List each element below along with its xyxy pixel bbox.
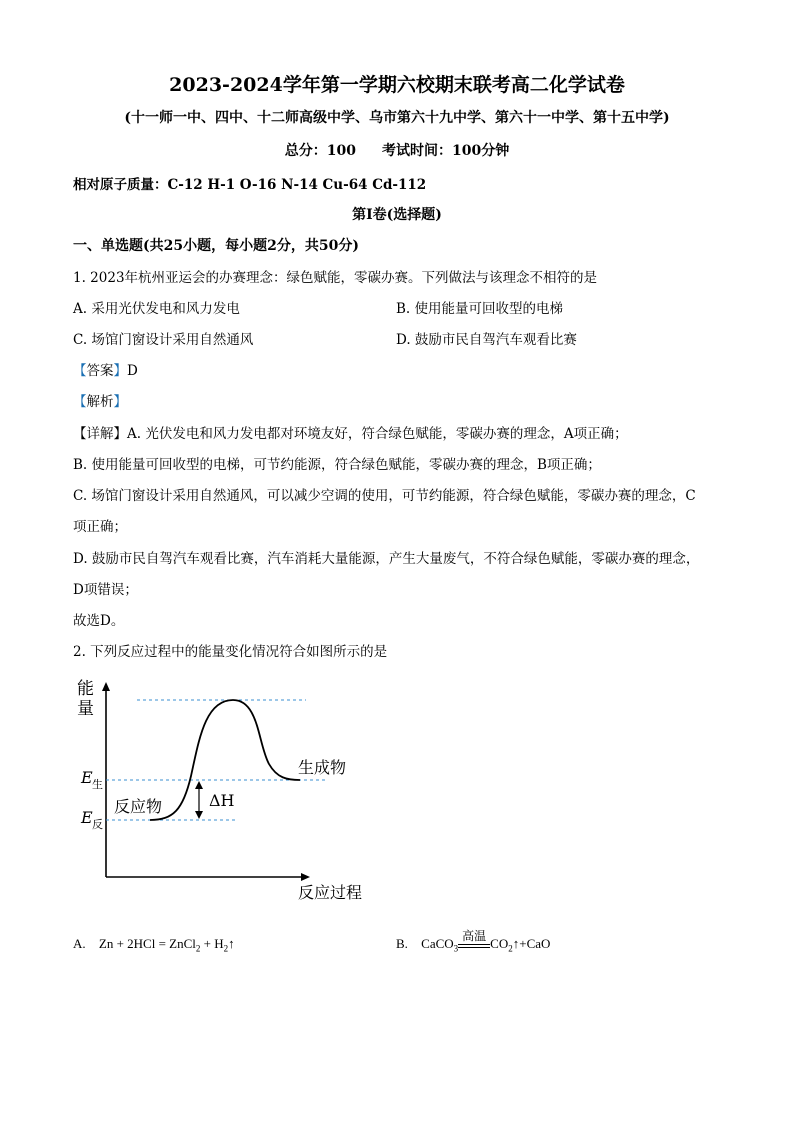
detail-label: 详解: [86, 426, 114, 442]
exam-time: 考试时间：100分钟: [382, 143, 510, 159]
atomic-masses: 相对原子质量：C-12 H-1 O-16 N-14 Cu-64 Cd-112: [73, 177, 427, 193]
q1-option-a: A. 采用光伏发电和风力发电: [73, 301, 240, 317]
answer-label: 答案: [86, 363, 114, 379]
q1-detail-d-cont: D项错误；: [73, 582, 138, 598]
q1-detail-c-cont: 项正确；: [73, 519, 127, 535]
option-b-condition-arrow: [458, 929, 490, 948]
option-b-rest: ↑+CaO: [512, 936, 551, 951]
reactants-label: 反应物: [114, 797, 163, 816]
option-a-lhs: Zn + 2HCl = ZnCl: [98, 936, 196, 951]
x-axis-label: 反应过程: [298, 883, 363, 902]
q1-answer: 【答案】D: [73, 363, 138, 379]
option-b-product1-sub: 2: [508, 943, 513, 954]
q1-conclusion: 故选D。: [73, 613, 125, 629]
q2-option-a: [73, 936, 235, 954]
option-b-condition: 高温: [462, 929, 487, 943]
analysis-label: 解析: [86, 394, 114, 410]
q1-analysis-tag: 【解析】: [73, 394, 127, 410]
delta-h-label: ΔH: [209, 791, 235, 810]
products-label: 生成物: [298, 758, 347, 777]
q1-stem: 1. 2023年杭州亚运会的办赛理念：绿色赋能，零碳办赛。下列做法与该理念不相符的是: [73, 270, 598, 286]
q2-stem: 2. 下列反应过程中的能量变化情况符合如图所示的是: [73, 644, 388, 660]
e-products-subscript: 生: [92, 778, 103, 791]
q1-detail-line-1: 【详解】A. 光伏发电和风力发电都对环境友好，符合绿色赋能，零碳办赛的理念，A项正确；: [73, 426, 628, 442]
option-b-product1: CO: [490, 936, 509, 951]
delta-h-arrowhead-up: [195, 781, 203, 789]
delta-h-arrowhead-down: [195, 811, 203, 819]
option-b-reactant: CaCO: [421, 936, 454, 951]
q2-option-b: [396, 929, 551, 954]
section-heading: 一、单选题(共25小题，每小题2分，共50分): [73, 238, 359, 254]
option-a-sub1: 2: [195, 943, 201, 954]
option-b-label: B.: [396, 936, 408, 951]
answer-value: D: [127, 363, 138, 379]
q1-detail-c: C. 场馆门窗设计采用自然通风，可以减少空调的使用，可节约能源，符合绿色赋能，零碳办赛的理念，C: [73, 488, 696, 504]
y-axis-label-1: 能: [77, 679, 94, 699]
score-time-line: [0, 140, 794, 160]
q1-detail-d: D. 鼓励市民自驾汽车观看比赛，汽车消耗大量能源，产生大量废气，不符合绿色赋能，零碳办赛的理念，: [73, 551, 700, 567]
q1-detail-b: B. 使用能量可回收型的电梯，可节约能源，符合绿色赋能，零碳办赛的理念，B项正确；: [73, 457, 601, 473]
volume-heading: 第Ⅰ卷(选择题): [352, 207, 442, 223]
y-axis-label-2: 量: [77, 699, 94, 719]
option-a-arrow: ↑: [228, 936, 235, 951]
e-reactants-subscript: 反: [92, 818, 103, 831]
q1-option-c: C. 场馆门窗设计采用自然通风: [73, 332, 254, 348]
school-list: (十一师一中、四中、十二师高级中学、乌市第六十九中学、第六十一中学、第十五中学): [124, 110, 670, 126]
exam-title: 2023-2024学年第一学期六校期末联考高二化学试卷: [169, 74, 625, 96]
option-b-sub: 3: [453, 943, 459, 954]
q1-option-b: B. 使用能量可回收型的电梯: [396, 301, 564, 317]
option-a-sub2: 2: [223, 943, 229, 954]
e-reactants-label: E: [81, 808, 93, 827]
energy-diagram: [73, 672, 393, 907]
detail-text-a: A. 光伏发电和风力发电都对环境友好，符合绿色赋能，零碳办赛的理念，A项正确；: [127, 426, 628, 442]
total-score: 总分：100: [284, 143, 356, 159]
e-products-label: E: [81, 768, 93, 787]
option-a-label: A.: [73, 936, 86, 951]
option-a-mid: + H: [200, 936, 224, 951]
q1-option-d: D. 鼓励市民自驾汽车观看比赛: [396, 332, 577, 348]
option-b-equals-line: [458, 944, 490, 948]
